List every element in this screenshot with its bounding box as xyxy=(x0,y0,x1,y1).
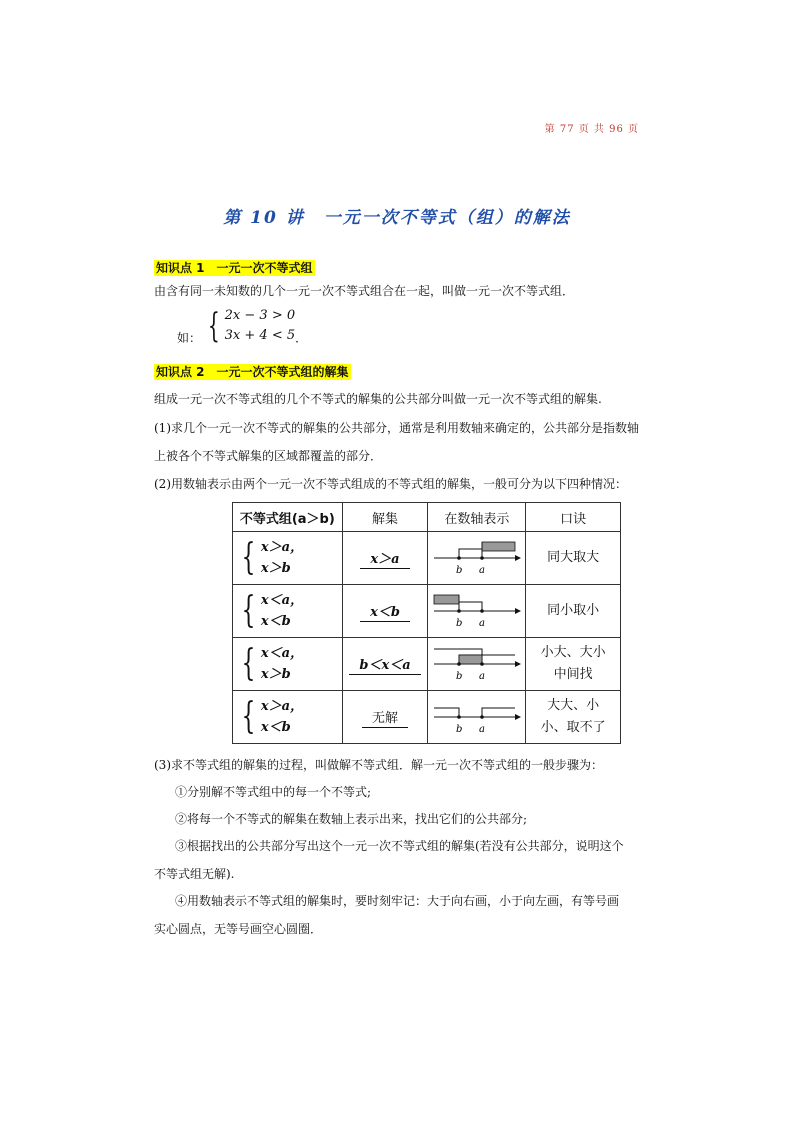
system-line-2: x＞b xyxy=(260,561,291,576)
heading-2-text: 知识点 2 一元一次不等式组的解集 xyxy=(156,365,349,379)
step-2: ②将每一个不等式的解集在数轴上表示出来，找出它们的公共部分; xyxy=(175,812,528,826)
number-line-diagram xyxy=(429,691,525,739)
number-line-diagram xyxy=(429,638,525,686)
number-line-diagram xyxy=(429,532,525,580)
header-mnemonic: 口诀 xyxy=(526,503,621,532)
solution-text: b＜x＜a xyxy=(349,654,420,675)
table-row xyxy=(233,532,621,585)
example-prefix: 如： xyxy=(177,331,202,345)
mnemonic-cell xyxy=(526,532,621,585)
step-4b: 实心圆点，无等号画空心圆圈． xyxy=(154,922,323,936)
axis-label-a: a xyxy=(478,671,485,682)
k1-example xyxy=(177,306,307,346)
axis-label-a: a xyxy=(478,724,485,735)
step-4a: ④用数轴表示不等式组的解集时，要时刻牢记：大于向右画，小于向左画，有等号画 xyxy=(175,894,620,908)
example-system xyxy=(203,306,295,346)
example-lines xyxy=(225,306,295,346)
k2-paragraph-3: (3)求不等式组的解集的过程，叫做解不等式组．解一元一次不等式组的一般步骤为： xyxy=(154,758,604,772)
mnemonic-cell xyxy=(526,638,621,691)
inequality-cases-table xyxy=(232,502,621,744)
mnemonic-cell xyxy=(526,585,621,638)
mnemonic-line-1: 同小取小 xyxy=(547,603,600,618)
header-number-line: 在数轴表示 xyxy=(428,503,526,532)
mnemonic-line-1: 大大、小 xyxy=(547,698,600,713)
system-cell: { x＜a， x＞b xyxy=(233,638,343,691)
number-line-cell xyxy=(428,532,526,585)
solution-cell xyxy=(342,638,428,691)
system-line-1: x＞a， xyxy=(260,540,304,555)
system-line-2: x＞b xyxy=(260,667,291,682)
heading-1-text: 知识点 1 一元一次不等式组 xyxy=(156,261,313,275)
system-cell: { x＞a， x＜b xyxy=(233,691,343,744)
example-suffix: ． xyxy=(295,331,308,345)
mnemonic-cell xyxy=(526,691,621,744)
axis-label-a: a xyxy=(478,565,485,576)
solution-text: 无解 xyxy=(362,707,408,728)
system-line-1: x＞a， xyxy=(260,699,304,714)
solution-cell xyxy=(342,532,428,585)
axis-label-a: a xyxy=(478,618,485,629)
number-line-cell xyxy=(428,585,526,638)
axis-label-b: b xyxy=(455,724,463,735)
solution-text: x＞a xyxy=(360,548,409,569)
k2-paragraph-1b: 上被各个不等式解集的区域都覆盖的部分． xyxy=(154,449,383,463)
system-line-2: x＜b xyxy=(260,614,291,629)
mnemonic-line-1: 小大、大小 xyxy=(540,645,606,660)
system-cell: { x＞a， x＞b xyxy=(233,532,343,585)
table-header-row xyxy=(233,503,621,532)
axis-label-b: b xyxy=(455,565,463,576)
mnemonic-line-1: 同大取大 xyxy=(547,550,600,565)
k2-paragraph-2: (2)用数轴表示由两个一元一次不等式组成的不等式组的解集，一般可分为以下四种情况： xyxy=(154,477,628,491)
k2-paragraph-1a: (1)求几个一元一次不等式的解集的公共部分，通常是利用数轴来确定的，公共部分是指数轴 xyxy=(154,421,640,435)
solution-cell xyxy=(342,691,428,744)
system-line-2: x＜b xyxy=(260,720,291,735)
system-cell: { x＜a， x＜b xyxy=(233,585,343,638)
table-row xyxy=(233,585,621,638)
table-row xyxy=(233,691,621,744)
example-line-1: 2x − 3 > 0 xyxy=(224,308,296,323)
page-title: 第 10 讲 一元一次不等式（组）的解法 xyxy=(223,208,571,228)
example-line-2: 3x + 4 < 5 xyxy=(224,328,296,343)
axis-label-b: b xyxy=(455,671,463,682)
solution-cell xyxy=(342,585,428,638)
step-3a: ③根据找出的公共部分写出这个一元一次不等式组的解集(若没有公共部分，说明这个 xyxy=(175,839,624,853)
mnemonic-line-2: 小、取不了 xyxy=(540,720,606,735)
page-number: 第 77 页 共 96 页 xyxy=(544,124,639,135)
brace-symbol: { xyxy=(207,306,220,346)
table-row xyxy=(233,638,621,691)
number-line-cell xyxy=(428,638,526,691)
header-system: 不等式组(a＞b) xyxy=(233,503,343,532)
mnemonic-line-2: 中间找 xyxy=(553,667,593,682)
solution-text: x＜b xyxy=(360,601,410,622)
system-line-1: x＜a， xyxy=(260,646,304,661)
header-solution: 解集 xyxy=(342,503,428,532)
number-line-cell xyxy=(428,691,526,744)
number-line-diagram xyxy=(429,585,525,633)
step-1: ①分别解不等式组中的每一个不等式; xyxy=(175,785,372,799)
section-heading-2 xyxy=(154,364,351,380)
k1-definition: 由含有同一未知数的几个一元一次不等式组合在一起，叫做一元一次不等式组． xyxy=(154,284,575,298)
axis-label-b: b xyxy=(455,618,463,629)
step-3b: 不等式组无解). xyxy=(154,867,235,881)
k2-definition: 组成一元一次不等式组的几个不等式的解集的公共部分叫做一元一次不等式组的解集. xyxy=(154,392,602,406)
system-line-1: x＜a， xyxy=(260,593,304,608)
section-heading-1 xyxy=(154,260,315,276)
